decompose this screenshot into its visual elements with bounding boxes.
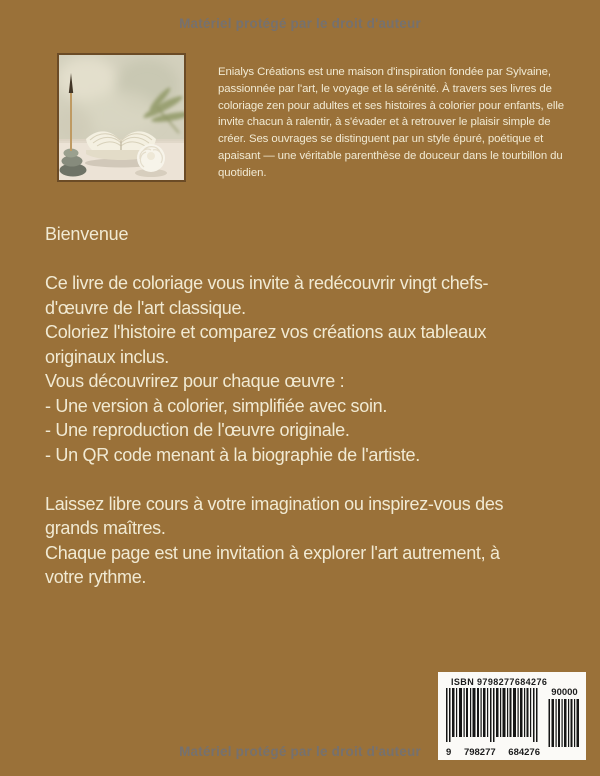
description-line: Laissez libre cours à votre imagination ou inspirez-vous des bbox=[45, 493, 504, 514]
zen-book-photo bbox=[57, 53, 186, 182]
description-line: - Une reproduction de l'œuvre originale. bbox=[45, 420, 350, 440]
description-line: Coloriez l'histoire et comparez vos créations aux tableaux bbox=[45, 322, 487, 342]
back-cover-description bbox=[45, 271, 503, 590]
description-line: - Un QR code menant à la biographie de l'artiste. bbox=[45, 444, 420, 465]
description-line: Vous découvrirez pour chaque œuvre : bbox=[45, 371, 345, 391]
isbn-label: ISBN 9798277684276 bbox=[451, 677, 548, 687]
description-line: grands maîtres. bbox=[45, 518, 166, 538]
description-line: originaux inclus. bbox=[45, 346, 169, 367]
barcode-bars bbox=[445, 688, 541, 742]
description-line: Chaque page est une invitation à explorer l'art autrement, à bbox=[45, 542, 500, 563]
barcode-addon bbox=[548, 688, 581, 752]
description-line: Ce livre de coloriage vous invite à redécouvrir vingt chefs- bbox=[45, 273, 489, 293]
barcode-addon-number: 90000 bbox=[551, 687, 578, 698]
barcode-digit-group: 684276 bbox=[508, 747, 540, 758]
description-line: d'œuvre de l'art classique. bbox=[45, 297, 246, 318]
welcome-heading: Bienvenue bbox=[45, 224, 129, 244]
barcode-digit-group: 9 bbox=[446, 747, 452, 758]
description-line: votre rythme. bbox=[45, 567, 147, 587]
publisher-blurb: Enialys Créations est une maison d'inspiration fondée par Sylvaine, passionnée par l'art, le voyage et la sérénité. À travers ses livres de coloriage zen pour adultes et ses histoires à colorier pour enfants, elle invite chacun à ralentir, à s'évader et à retrouver le plaisir simple de créer. Ses ouvrages se distinguent par un style épuré, poétique et apaisant — une véritable parenthèse de douceur dans le tourbillon du quotidien. bbox=[218, 66, 565, 179]
copyright-watermark-top: Matériel protégé par le droit d'auteur bbox=[179, 16, 421, 31]
zen-photo-illustration bbox=[59, 55, 184, 180]
description-line: - Une version à colorier, simplifiée avec soin. bbox=[45, 395, 388, 416]
description-line-spacer bbox=[45, 467, 503, 492]
barcode-addon-bars bbox=[548, 699, 581, 747]
barcode-digit-group: 798277 bbox=[463, 747, 496, 758]
copyright-watermark-bottom: Matériel protégé par le droit d'auteur bbox=[179, 744, 421, 759]
